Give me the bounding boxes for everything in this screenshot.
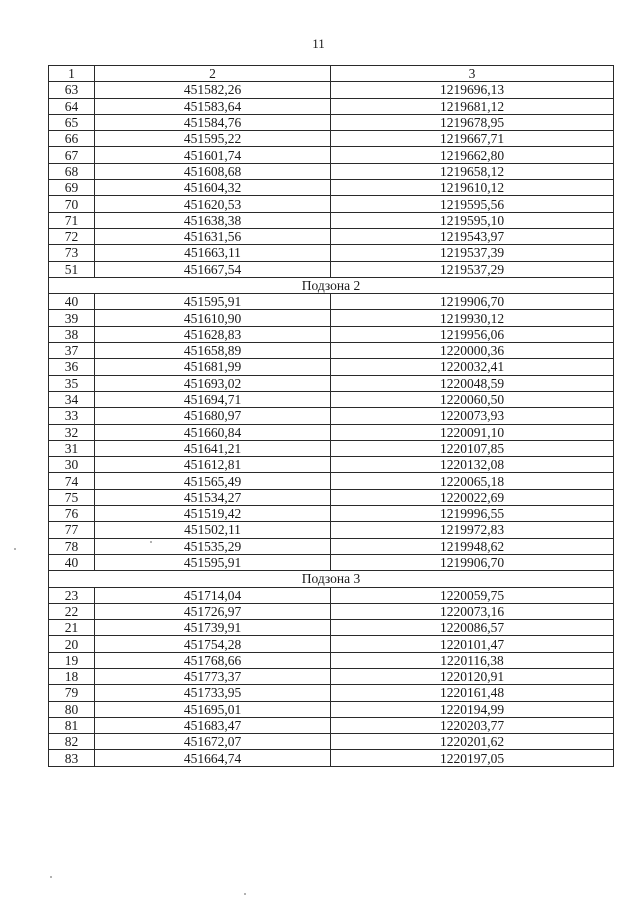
y-coordinate-cell: 1220120,91: [331, 668, 614, 684]
x-coordinate-cell: 451658,89: [95, 343, 331, 359]
x-coordinate-cell: 451628,83: [95, 326, 331, 342]
subzone-heading-row: [49, 571, 614, 587]
y-coordinate-cell: 1219658,12: [331, 163, 614, 179]
point-number-cell: 35: [49, 375, 95, 391]
point-number-cell: 33: [49, 408, 95, 424]
x-coordinate-cell: 451583,64: [95, 98, 331, 114]
table-row: [49, 554, 614, 570]
header-cell-y-coordinate: 3: [331, 66, 614, 82]
table-row: [49, 668, 614, 684]
table-row: [49, 228, 614, 244]
point-number-cell: 19: [49, 652, 95, 668]
subzone-heading-row: [49, 277, 614, 293]
point-number-cell: 18: [49, 668, 95, 684]
point-number-cell: 64: [49, 98, 95, 114]
point-number-cell: 20: [49, 636, 95, 652]
y-coordinate-cell: 1220101,47: [331, 636, 614, 652]
y-coordinate-cell: 1220060,50: [331, 391, 614, 407]
point-number-cell: 76: [49, 506, 95, 522]
subzone-heading: Подзона 2: [49, 277, 614, 293]
y-coordinate-cell: 1220032,41: [331, 359, 614, 375]
y-coordinate-cell: 1219906,70: [331, 294, 614, 310]
table-row: [49, 180, 614, 196]
point-number-cell: 81: [49, 717, 95, 733]
table-row: [49, 163, 614, 179]
y-coordinate-cell: 1219610,12: [331, 180, 614, 196]
point-number-cell: 30: [49, 457, 95, 473]
table-row: [49, 359, 614, 375]
scan-speck: [150, 541, 152, 543]
y-coordinate-cell: 1219595,10: [331, 212, 614, 228]
y-coordinate-cell: 1219996,55: [331, 506, 614, 522]
y-coordinate-cell: 1219662,80: [331, 147, 614, 163]
y-coordinate-cell: 1219930,12: [331, 310, 614, 326]
point-number-cell: 31: [49, 440, 95, 456]
y-coordinate-cell: 1219537,39: [331, 245, 614, 261]
x-coordinate-cell: 451695,01: [95, 701, 331, 717]
point-number-cell: 36: [49, 359, 95, 375]
table-row: [49, 391, 614, 407]
table-row: [49, 98, 614, 114]
point-number-cell: 40: [49, 294, 95, 310]
point-number-cell: 73: [49, 245, 95, 261]
table-row: [49, 473, 614, 489]
scan-speck: [50, 876, 52, 878]
coordinates-table: [48, 65, 614, 767]
table-row: [49, 196, 614, 212]
x-coordinate-cell: 451726,97: [95, 603, 331, 619]
x-coordinate-cell: 451582,26: [95, 82, 331, 98]
y-coordinate-cell: 1220073,16: [331, 603, 614, 619]
point-number-cell: 40: [49, 554, 95, 570]
table-row: [49, 114, 614, 130]
table-header-row: [49, 66, 614, 82]
x-coordinate-cell: 451595,91: [95, 554, 331, 570]
y-coordinate-cell: 1219595,56: [331, 196, 614, 212]
table-row: [49, 408, 614, 424]
table-row: [49, 652, 614, 668]
y-coordinate-cell: 1220091,10: [331, 424, 614, 440]
point-number-cell: 72: [49, 228, 95, 244]
x-coordinate-cell: 451681,99: [95, 359, 331, 375]
table-row: [49, 424, 614, 440]
x-coordinate-cell: 451664,74: [95, 750, 331, 766]
table-row: [49, 717, 614, 733]
table-row: [49, 620, 614, 636]
point-number-cell: 78: [49, 538, 95, 554]
x-coordinate-cell: 451631,56: [95, 228, 331, 244]
point-number-cell: 80: [49, 701, 95, 717]
x-coordinate-cell: 451683,47: [95, 717, 331, 733]
point-number-cell: 75: [49, 489, 95, 505]
x-coordinate-cell: 451534,27: [95, 489, 331, 505]
table-row: [49, 522, 614, 538]
point-number-cell: 51: [49, 261, 95, 277]
x-coordinate-cell: 451601,74: [95, 147, 331, 163]
point-number-cell: 71: [49, 212, 95, 228]
header-cell-point-number: 1: [49, 66, 95, 82]
table-row: [49, 440, 614, 456]
header-cell-x-coordinate: 2: [95, 66, 331, 82]
x-coordinate-cell: 451641,21: [95, 440, 331, 456]
subzone-heading: Подзона 3: [49, 571, 614, 587]
table-row: [49, 538, 614, 554]
point-number-cell: 63: [49, 82, 95, 98]
y-coordinate-cell: 1219678,95: [331, 114, 614, 130]
x-coordinate-cell: 451595,22: [95, 131, 331, 147]
x-coordinate-cell: 451667,54: [95, 261, 331, 277]
x-coordinate-cell: 451519,42: [95, 506, 331, 522]
page-number: 11: [312, 36, 325, 51]
table-row: [49, 343, 614, 359]
y-coordinate-cell: 1220048,59: [331, 375, 614, 391]
table-row: [49, 326, 614, 342]
table-row: [49, 212, 614, 228]
point-number-cell: 39: [49, 310, 95, 326]
y-coordinate-cell: 1220161,48: [331, 685, 614, 701]
y-coordinate-cell: 1219537,29: [331, 261, 614, 277]
point-number-cell: 67: [49, 147, 95, 163]
x-coordinate-cell: 451660,84: [95, 424, 331, 440]
table-row: [49, 147, 614, 163]
point-number-cell: 38: [49, 326, 95, 342]
x-coordinate-cell: 451565,49: [95, 473, 331, 489]
y-coordinate-cell: 1220073,93: [331, 408, 614, 424]
point-number-cell: 70: [49, 196, 95, 212]
x-coordinate-cell: 451773,37: [95, 668, 331, 684]
y-coordinate-cell: 1220132,08: [331, 457, 614, 473]
table-body: [49, 82, 614, 766]
point-number-cell: 83: [49, 750, 95, 766]
point-number-cell: 69: [49, 180, 95, 196]
y-coordinate-cell: 1220197,05: [331, 750, 614, 766]
table-row: [49, 310, 614, 326]
x-coordinate-cell: 451535,29: [95, 538, 331, 554]
point-number-cell: 34: [49, 391, 95, 407]
x-coordinate-cell: 451694,71: [95, 391, 331, 407]
point-number-cell: 22: [49, 603, 95, 619]
table-row: [49, 261, 614, 277]
x-coordinate-cell: 451502,11: [95, 522, 331, 538]
x-coordinate-cell: 451610,90: [95, 310, 331, 326]
point-number-cell: 37: [49, 343, 95, 359]
x-coordinate-cell: 451739,91: [95, 620, 331, 636]
x-coordinate-cell: 451608,68: [95, 163, 331, 179]
y-coordinate-cell: 1220203,77: [331, 717, 614, 733]
point-number-cell: 74: [49, 473, 95, 489]
x-coordinate-cell: 451672,07: [95, 734, 331, 750]
table-row: [49, 489, 614, 505]
table-row: [49, 734, 614, 750]
x-coordinate-cell: 451612,81: [95, 457, 331, 473]
x-coordinate-cell: 451768,66: [95, 652, 331, 668]
table-row: [49, 294, 614, 310]
y-coordinate-cell: 1219543,97: [331, 228, 614, 244]
x-coordinate-cell: 451584,76: [95, 114, 331, 130]
x-coordinate-cell: 451620,53: [95, 196, 331, 212]
y-coordinate-cell: 1219696,13: [331, 82, 614, 98]
x-coordinate-cell: 451638,38: [95, 212, 331, 228]
point-number-cell: 21: [49, 620, 95, 636]
point-number-cell: 68: [49, 163, 95, 179]
point-number-cell: 65: [49, 114, 95, 130]
table-row: [49, 603, 614, 619]
y-coordinate-cell: 1220201,62: [331, 734, 614, 750]
point-number-cell: 82: [49, 734, 95, 750]
y-coordinate-cell: 1220086,57: [331, 620, 614, 636]
y-coordinate-cell: 1219972,83: [331, 522, 614, 538]
x-coordinate-cell: 451663,11: [95, 245, 331, 261]
y-coordinate-cell: 1220116,38: [331, 652, 614, 668]
y-coordinate-cell: 1220000,36: [331, 343, 614, 359]
y-coordinate-cell: 1220059,75: [331, 587, 614, 603]
y-coordinate-cell: 1219667,71: [331, 131, 614, 147]
table-row: [49, 636, 614, 652]
x-coordinate-cell: 451693,02: [95, 375, 331, 391]
point-number-cell: 79: [49, 685, 95, 701]
y-coordinate-cell: 1220065,18: [331, 473, 614, 489]
x-coordinate-cell: 451754,28: [95, 636, 331, 652]
point-number-cell: 77: [49, 522, 95, 538]
table-row: [49, 750, 614, 766]
y-coordinate-cell: 1219681,12: [331, 98, 614, 114]
x-coordinate-cell: 451595,91: [95, 294, 331, 310]
scan-speck: [14, 548, 16, 550]
table-row: [49, 131, 614, 147]
table-row: [49, 82, 614, 98]
table-row: [49, 701, 614, 717]
y-coordinate-cell: 1219948,62: [331, 538, 614, 554]
y-coordinate-cell: 1219956,06: [331, 326, 614, 342]
table-row: [49, 375, 614, 391]
x-coordinate-cell: 451733,95: [95, 685, 331, 701]
y-coordinate-cell: 1220107,85: [331, 440, 614, 456]
point-number-cell: 23: [49, 587, 95, 603]
point-number-cell: 66: [49, 131, 95, 147]
table-row: [49, 457, 614, 473]
table-row: [49, 685, 614, 701]
y-coordinate-cell: 1220022,69: [331, 489, 614, 505]
table-row: [49, 587, 614, 603]
x-coordinate-cell: 451604,32: [95, 180, 331, 196]
x-coordinate-cell: 451714,04: [95, 587, 331, 603]
y-coordinate-cell: 1219906,70: [331, 554, 614, 570]
table-row: [49, 506, 614, 522]
point-number-cell: 32: [49, 424, 95, 440]
y-coordinate-cell: 1220194,99: [331, 701, 614, 717]
x-coordinate-cell: 451680,97: [95, 408, 331, 424]
table-row: [49, 245, 614, 261]
scan-speck: [244, 893, 246, 895]
